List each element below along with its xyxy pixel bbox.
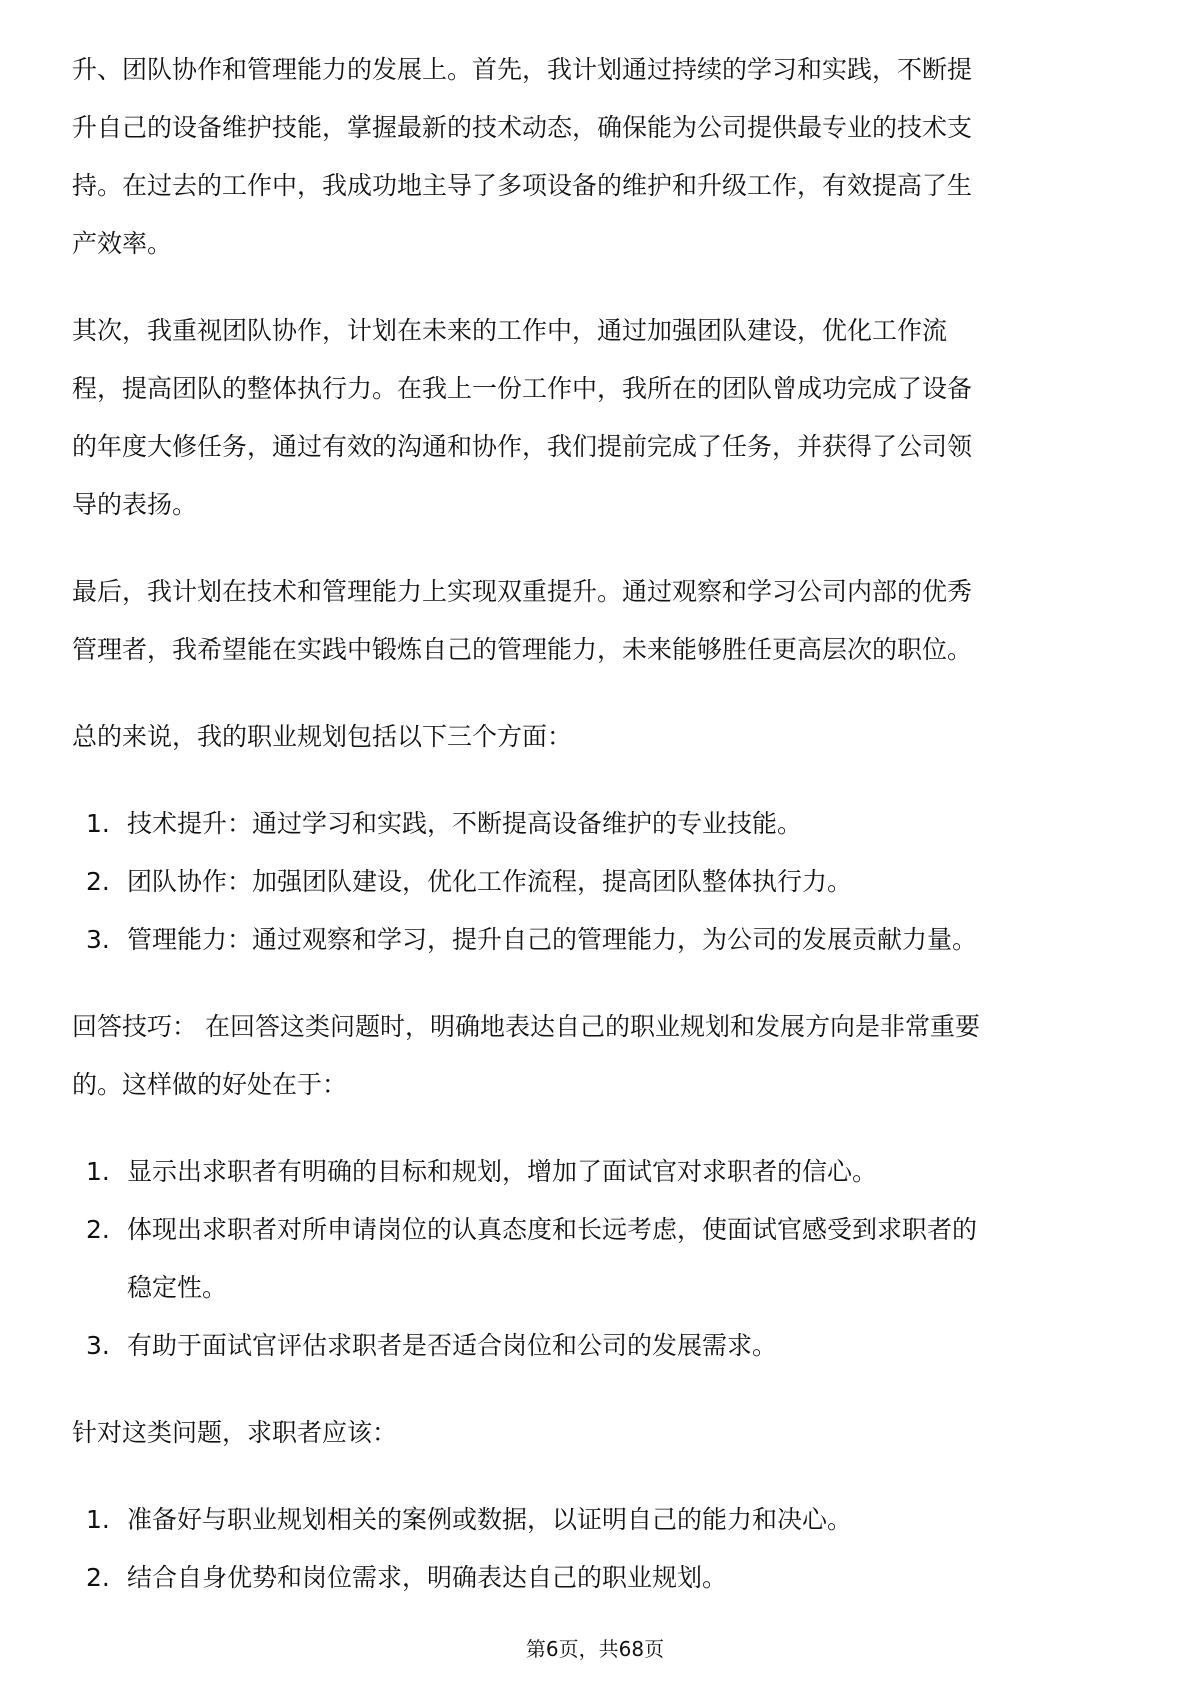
text-line: 持。在过去的工作中，我成功地主导了多项设备的维护和升级工作，有效提高了生 [72,171,973,200]
list-benefits [72,1143,1132,1375]
list-text: 体现出求职者对所申请岗位的认真态度和长远考虑，使面试官感受到求职者的 [127,1215,978,1244]
list-item [72,1143,1132,1201]
paragraph-teamwork [72,302,1132,534]
text-line: 管理者，我希望能在实践中锻炼自己的管理能力，未来能够胜任更高层次的职位。 [72,635,973,664]
list-item [72,1317,1132,1375]
text-line: 的。这样做的好处在于： [72,1070,348,1099]
paragraph-advice [72,1404,1132,1462]
text-line: 导的表扬。 [72,490,198,519]
list-item [72,911,1132,969]
list-number: 1. [86,1505,110,1534]
text-line: 产效率。 [72,229,173,258]
list-number: 2. [86,867,110,896]
list-text: 结合自身优势和岗位需求，明确表达自己的职业规划。 [127,1563,728,1592]
list-number: 1. [86,1157,110,1186]
list-number: 2. [86,1563,110,1592]
text-line: 总的来说，我的职业规划包括以下三个方面： [72,722,573,751]
paragraph-summary [72,708,1132,766]
page-number: 第6页，共68页 [525,1637,665,1661]
text-line: 针对这类问题，求职者应该： [72,1418,398,1447]
list-text: 准备好与职业规划相关的案例或数据，以证明自己的能力和决心。 [127,1505,853,1534]
list-number: 3. [86,1331,110,1360]
list-number: 2. [86,1215,110,1244]
list-item [72,1201,1132,1317]
list-number: 3. [86,925,110,954]
text-line: 升自己的设备维护技能，掌握最新的技术动态，确保能为公司提供最专业的技术支 [72,113,973,142]
list-text: 管理能力：通过观察和学习，提升自己的管理能力，为公司的发展贡献力量。 [127,925,978,954]
text-line: 的年度大修任务，通过有效的沟通和协作，我们提前完成了任务，并获得了公司领 [72,432,973,461]
text-line: 回答技巧： 在回答这类问题时，明确地表达自己的职业规划和发展方向是非常重要 [72,1012,980,1041]
list-career-plan [72,795,1132,969]
list-advice [72,1491,1132,1607]
text-line: 其次，我重视团队协作，计划在未来的工作中，通过加强团队建设，优化工作流 [72,316,948,345]
list-text: 稳定性。 [127,1273,228,1302]
list-text: 团队协作：加强团队建设，优化工作流程，提高团队整体执行力。 [127,867,853,896]
paragraph-answer-tips [72,998,1132,1114]
list-text: 显示出求职者有明确的目标和规划，增加了面试官对求职者的信心。 [127,1157,878,1186]
list-item [72,853,1132,911]
list-item [72,1491,1132,1549]
list-item [72,795,1132,853]
text-line: 最后，我计划在技术和管理能力上实现双重提升。通过观察和学习公司内部的优秀 [72,577,973,606]
list-text: 技术提升：通过学习和实践，不断提高设备维护的专业技能。 [127,809,803,838]
document-body [72,41,1132,1636]
text-line: 升、团队协作和管理能力的发展上。首先，我计划通过持续的学习和实践，不断提 [72,55,973,84]
paragraph-management [72,563,1132,679]
list-number: 1. [86,809,110,838]
list-item [72,1549,1132,1607]
list-text: 有助于面试官评估求职者是否适合岗位和公司的发展需求。 [127,1331,778,1360]
text-line: 程，提高团队的整体执行力。在我上一份工作中，我所在的团队曾成功完成了设备 [72,374,973,403]
paragraph-skills [72,41,1132,273]
